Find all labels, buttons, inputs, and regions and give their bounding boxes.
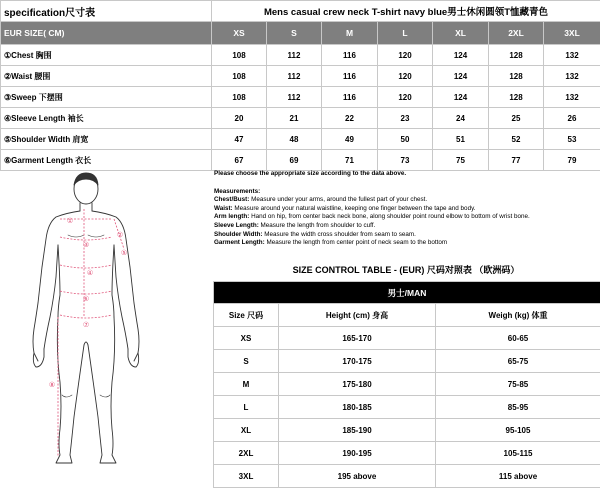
table-row xyxy=(214,442,600,465)
table-cell: S xyxy=(214,350,279,373)
table-cell: 105-115 xyxy=(436,442,600,465)
column-header: Size 尺码 xyxy=(214,304,279,327)
note-term: Shoulder Width: xyxy=(214,231,263,238)
table-cell: 108 xyxy=(212,66,267,87)
table-cell: 49 xyxy=(322,129,378,150)
table-cell: 53 xyxy=(544,129,600,150)
table-row xyxy=(214,419,600,442)
size-col-header: 2XL xyxy=(489,22,544,45)
note-term: Waist: xyxy=(214,205,233,212)
note-term: Sleeve Length: xyxy=(214,222,259,229)
size-control-table xyxy=(213,281,600,488)
spec-row-sweep xyxy=(1,87,600,108)
table-cell: 65-75 xyxy=(436,350,600,373)
body-measurement-figure xyxy=(0,167,210,467)
note-text: Measure the length from shoulder to cuff. xyxy=(259,222,375,229)
size-col-header: L xyxy=(378,22,433,45)
table-cell: 132 xyxy=(544,87,600,108)
marker-6: ⑥ xyxy=(83,295,89,303)
table-cell: 120 xyxy=(378,45,433,66)
table-cell: 21 xyxy=(267,108,322,129)
product-title: Mens casual crew neck T-shirt navy blue男士休闲圆领T恤藏青色 xyxy=(212,1,600,22)
note-item xyxy=(214,222,598,231)
table-cell: XS xyxy=(214,327,279,350)
table-cell: 75-85 xyxy=(436,373,600,396)
table-cell: 112 xyxy=(267,87,322,108)
table-cell: 128 xyxy=(489,66,544,87)
row-label: ③Sweep 下摆围 xyxy=(1,87,212,108)
table-cell: 175-180 xyxy=(279,373,436,396)
table-cell: 73 xyxy=(378,150,433,171)
table-cell: 79 xyxy=(544,150,600,171)
table-cell: 116 xyxy=(322,45,378,66)
size-col-header: 3XL xyxy=(544,22,600,45)
body-outline-illustration xyxy=(0,167,210,467)
column-header: Height (cm) 身高 xyxy=(279,304,436,327)
table-cell: 26 xyxy=(544,108,600,129)
table-cell: M xyxy=(214,373,279,396)
table-cell: 116 xyxy=(322,66,378,87)
table-cell: 2XL xyxy=(214,442,279,465)
table-cell: 48 xyxy=(267,129,322,150)
marker-2: ② xyxy=(117,231,123,239)
column-header: Weigh (kg) 体重 xyxy=(436,304,600,327)
size-control-header-row xyxy=(214,304,600,327)
row-label: ④Sleeve Length 袖长 xyxy=(1,108,212,129)
spec-header-row xyxy=(1,22,600,45)
size-col-header: S xyxy=(267,22,322,45)
table-cell: 116 xyxy=(322,87,378,108)
note-item xyxy=(214,196,598,205)
note-item xyxy=(214,239,598,248)
table-cell: 47 xyxy=(212,129,267,150)
table-row xyxy=(214,465,600,488)
table-cell: 51 xyxy=(433,129,489,150)
table-cell: 115 above xyxy=(436,465,600,488)
table-cell: 77 xyxy=(489,150,544,171)
table-cell: 60-65 xyxy=(436,327,600,350)
table-cell: 67 xyxy=(212,150,267,171)
table-cell: 170-175 xyxy=(279,350,436,373)
choose-size-note: Please choose the appropriate size according to the data above. xyxy=(214,170,598,179)
size-control-title: SIZE CONTROL TABLE - (EUR) 尺码对照表 （欧洲码） xyxy=(214,263,598,276)
spec-label: specification尺寸表 xyxy=(1,1,212,22)
table-cell: 128 xyxy=(489,87,544,108)
table-cell: 124 xyxy=(433,66,489,87)
table-cell: 50 xyxy=(378,129,433,150)
measurements-title: Measurements: xyxy=(214,188,598,197)
table-row xyxy=(214,373,600,396)
table-row xyxy=(214,396,600,419)
table-cell: 185-190 xyxy=(279,419,436,442)
measurement-notes xyxy=(214,170,598,248)
table-cell: 108 xyxy=(212,45,267,66)
spec-row-sleeve-length xyxy=(1,108,600,129)
table-cell: 120 xyxy=(378,87,433,108)
size-col-header: XL xyxy=(433,22,489,45)
size-col-header: XS xyxy=(212,22,267,45)
table-cell: 132 xyxy=(544,66,600,87)
row-label: ⑥Garment Length 衣长 xyxy=(1,150,212,171)
table-cell: L xyxy=(214,396,279,419)
spec-row-shoulder-width xyxy=(1,129,600,150)
table-cell: 165-170 xyxy=(279,327,436,350)
table-cell: XL xyxy=(214,419,279,442)
note-term: Garment Length: xyxy=(214,239,265,246)
table-cell: 128 xyxy=(489,45,544,66)
note-text: Measure the length from center point of neck seam to the bottom xyxy=(265,239,447,246)
table-row xyxy=(214,350,600,373)
note-term: Chest/Bust: xyxy=(214,196,249,203)
table-cell: 25 xyxy=(489,108,544,129)
size-col-header: M xyxy=(322,22,378,45)
size-header: EUR SIZE( CM) xyxy=(1,22,212,45)
table-cell: 190-195 xyxy=(279,442,436,465)
note-item xyxy=(214,231,598,240)
note-term: Arm length: xyxy=(214,213,249,220)
table-cell: 52 xyxy=(489,129,544,150)
table-cell: 20 xyxy=(212,108,267,129)
table-cell: 75 xyxy=(433,150,489,171)
marker-3: ③ xyxy=(83,241,89,249)
marker-8: ⑧ xyxy=(49,381,55,389)
table-cell: 23 xyxy=(378,108,433,129)
note-item xyxy=(214,213,598,222)
marker-1: ① xyxy=(67,217,73,225)
row-label: ⑤Shoulder Width 肩宽 xyxy=(1,129,212,150)
table-cell: 69 xyxy=(267,150,322,171)
marker-7: ⑦ xyxy=(83,321,89,329)
table-cell: 124 xyxy=(433,45,489,66)
table-cell: 24 xyxy=(433,108,489,129)
table-cell: 120 xyxy=(378,66,433,87)
row-label: ②Waist 腰围 xyxy=(1,66,212,87)
specification-table xyxy=(0,0,600,171)
table-cell: 108 xyxy=(212,87,267,108)
table-cell: 112 xyxy=(267,45,322,66)
note-text: Measure the width cross shoulder from seam to seam. xyxy=(263,231,416,238)
spec-row-waist xyxy=(1,66,600,87)
group-header: 男士/MAN xyxy=(214,282,600,304)
group-header-row xyxy=(214,282,600,304)
table-cell: 195 above xyxy=(279,465,436,488)
table-cell: 22 xyxy=(322,108,378,129)
table-cell: 85-95 xyxy=(436,396,600,419)
table-row xyxy=(214,327,600,350)
row-label: ①Chest 胸围 xyxy=(1,45,212,66)
marker-4: ④ xyxy=(87,269,93,277)
note-text: Measure under your arms, around the fullest part of your chest. xyxy=(249,196,427,203)
table-cell: 180-185 xyxy=(279,396,436,419)
table-cell: 132 xyxy=(544,45,600,66)
spec-row-chest xyxy=(1,45,600,66)
spec-title-row xyxy=(1,1,600,22)
table-cell: 71 xyxy=(322,150,378,171)
table-cell: 112 xyxy=(267,66,322,87)
table-cell: 95-105 xyxy=(436,419,600,442)
table-cell: 124 xyxy=(433,87,489,108)
note-item xyxy=(214,205,598,214)
note-text: Measure around your natural waistline, keeping one finger between the tape and body. xyxy=(233,205,476,212)
marker-5: ⑤ xyxy=(121,249,127,257)
table-cell: 3XL xyxy=(214,465,279,488)
note-text: Hand on hip, from center back neck bone, along shoulder point round elbow to bottom of wrist bone. xyxy=(249,213,529,220)
